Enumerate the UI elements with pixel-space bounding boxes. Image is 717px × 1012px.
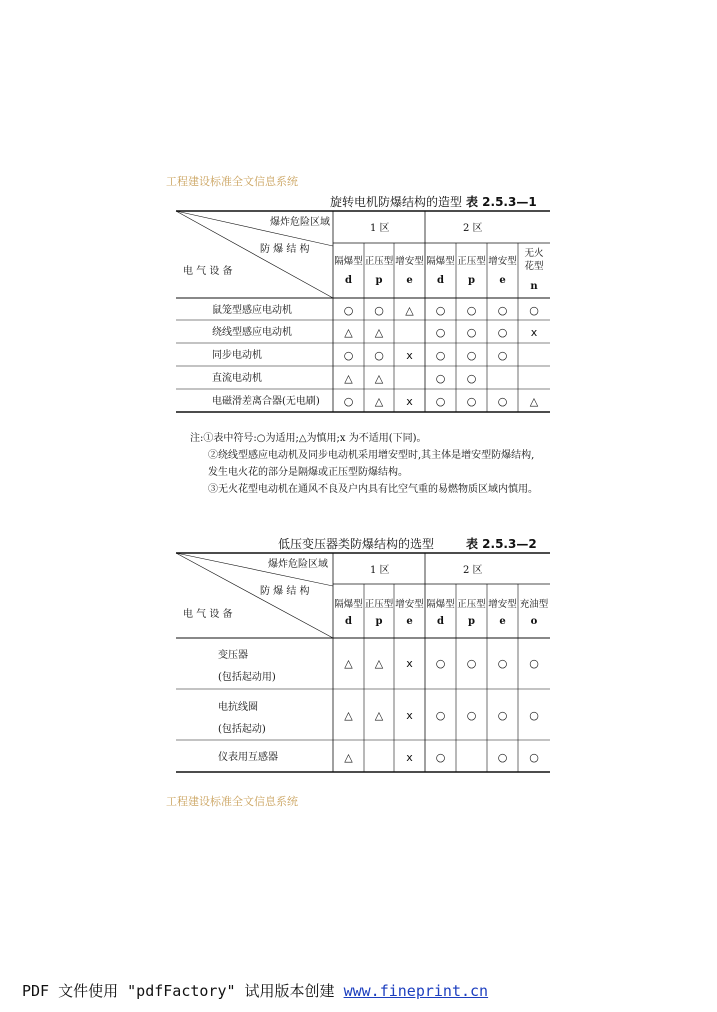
table2-zone1: 1 区 [370, 565, 390, 576]
code-header: e [499, 275, 506, 286]
type-header: 隔爆型 [426, 599, 455, 610]
suitability-mark: △ [374, 326, 384, 339]
suitability-mark: △ [374, 395, 384, 408]
pdf-footer [22, 980, 488, 1001]
row-label: 变压器 [218, 650, 248, 661]
type-header: 增安型 [488, 256, 517, 267]
code-header: d [345, 275, 352, 286]
suitability-mark: ○ [529, 304, 539, 317]
suitability-mark: ○ [497, 709, 508, 722]
suitability-mark: ○ [435, 395, 446, 408]
suitability-mark: ○ [466, 326, 477, 339]
suitability-mark: △ [344, 657, 353, 670]
suitability-mark: ○ [466, 395, 477, 408]
suitability-mark: ○ [529, 657, 539, 670]
suitability-mark: ○ [466, 304, 477, 317]
suitability-mark: △ [374, 709, 384, 722]
suitability-mark: △ [344, 372, 353, 385]
watermark-bottom: 工程建设标准全文信息系统 [166, 795, 298, 808]
suitability-mark: x [406, 349, 413, 362]
code-header: d [437, 616, 444, 627]
code-header: e [406, 616, 413, 627]
code-header: p [375, 616, 383, 627]
suitability-mark: ○ [435, 372, 446, 385]
suitability-mark: x [406, 395, 413, 408]
type-header: 增安型 [395, 599, 424, 610]
table2-caption: 低压变压器类防爆结构的选型 [278, 537, 435, 551]
code-header: n [530, 281, 538, 292]
suitability-mark: ○ [466, 709, 477, 722]
suitability-mark: ○ [497, 304, 508, 317]
suitability-mark: △ [374, 657, 384, 670]
suitability-mark: ○ [466, 372, 477, 385]
table1-number: 表 2.5.3—1 [466, 195, 537, 209]
type-header: 正压型 [364, 256, 394, 267]
row-label: 直流电动机 [212, 373, 262, 384]
type-header: 正压型 [364, 599, 394, 610]
suitability-mark: ○ [343, 349, 354, 362]
table1-zone2: 2 区 [463, 223, 483, 234]
row-label: 同步电动机 [212, 350, 262, 361]
type-header: 充油型 [519, 599, 549, 610]
code-header: p [468, 275, 475, 286]
suitability-mark: ○ [435, 751, 446, 764]
table1-diag-zone: 爆炸危险区域 [270, 217, 330, 228]
suitability-mark: ○ [497, 349, 508, 362]
row-label: 电磁滑差离合器(无电刷) [212, 396, 320, 407]
table2-diag-struct: 防 爆 结 构 [260, 586, 310, 597]
row-label: 仪表用互感器 [218, 752, 278, 763]
suitability-mark: ○ [374, 349, 384, 362]
suitability-mark: ○ [497, 395, 508, 408]
suitability-mark: ○ [497, 751, 508, 764]
suitability-mark: ○ [435, 657, 446, 670]
note-line: ③无火花型电动机在通风不良及户内具有比空气重的易燃物质区域内慎用。 [208, 484, 538, 495]
suitability-mark: ○ [466, 657, 477, 670]
suitability-mark: x [406, 751, 413, 764]
table2-diag-zone: 爆炸危险区域 [268, 559, 328, 570]
code-header: e [499, 616, 506, 627]
table2-zone2: 2 区 [463, 565, 483, 576]
type-header: 正压型 [457, 256, 486, 267]
suitability-mark: ○ [435, 304, 446, 317]
code-header: d [437, 275, 444, 286]
type-header: 增安型 [395, 256, 424, 267]
code-header: e [406, 275, 413, 286]
suitability-mark: ○ [435, 349, 446, 362]
suitability-mark: △ [344, 709, 353, 722]
suitability-mark: ○ [343, 395, 354, 408]
type-header: 隔爆型 [426, 256, 455, 267]
suitability-mark: △ [405, 304, 414, 317]
row-label: 鼠笼型感应电动机 [212, 305, 292, 316]
note-line: 注:①表中符号:○为适用;△为慎用;x 为不适用(下同)。 [190, 433, 427, 444]
note-line: ②绕线型感应电动机及同步电动机采用增安型时,其主体是增安型防爆结构, [208, 450, 535, 461]
note-line: 发生电火花的部分是隔爆或正压型防爆结构。 [208, 467, 408, 478]
suitability-mark: △ [374, 372, 384, 385]
row-sublabel: (包括起动用) [218, 672, 276, 683]
table1-diag-struct: 防 爆 结 构 [260, 244, 310, 255]
suitability-mark: x [530, 326, 538, 339]
footer-link[interactable]: www.fineprint.cn [343, 982, 489, 1000]
suitability-mark: △ [344, 326, 353, 339]
table1-caption: 旋转电机防爆结构的造型 [330, 195, 463, 209]
suitability-mark: △ [344, 751, 353, 764]
table2-number: 表 2.5.3—2 [466, 537, 537, 551]
type-header: 增安型 [488, 599, 517, 610]
suitability-mark: ○ [466, 349, 477, 362]
type-header: 正压型 [457, 599, 486, 610]
row-label: 绕线型感应电动机 [212, 327, 292, 338]
code-header: o [530, 616, 538, 627]
type-header: 隔爆型 [334, 256, 363, 267]
code-header: p [468, 616, 475, 627]
code-header: p [375, 275, 383, 286]
watermark-top: 工程建设标准全文信息系统 [166, 175, 298, 188]
table1-diag-equip: 电 气 设 备 [183, 266, 233, 277]
table1-zone1: 1 区 [370, 223, 390, 234]
suitability-mark: ○ [529, 709, 539, 722]
suitability-mark: ○ [343, 304, 354, 317]
suitability-mark: ○ [435, 709, 446, 722]
code-header: d [345, 616, 352, 627]
suitability-mark: ○ [529, 751, 539, 764]
table2-diag-equip: 电 气 设 备 [183, 609, 233, 620]
suitability-mark: x [406, 709, 413, 722]
type-header: 隔爆型 [334, 599, 363, 610]
suitability-mark: ○ [374, 304, 384, 317]
row-label: 电抗线圈 [218, 702, 258, 713]
type-header: 无火花型 [524, 248, 544, 272]
suitability-mark: x [406, 657, 413, 670]
row-sublabel: (包括起动) [218, 724, 266, 735]
suitability-mark: △ [529, 395, 539, 408]
footer-text: PDF 文件使用 "pdfFactory" 试用版本创建 [22, 982, 344, 1000]
suitability-mark: ○ [497, 657, 508, 670]
suitability-mark: ○ [497, 326, 508, 339]
suitability-mark: ○ [435, 326, 446, 339]
